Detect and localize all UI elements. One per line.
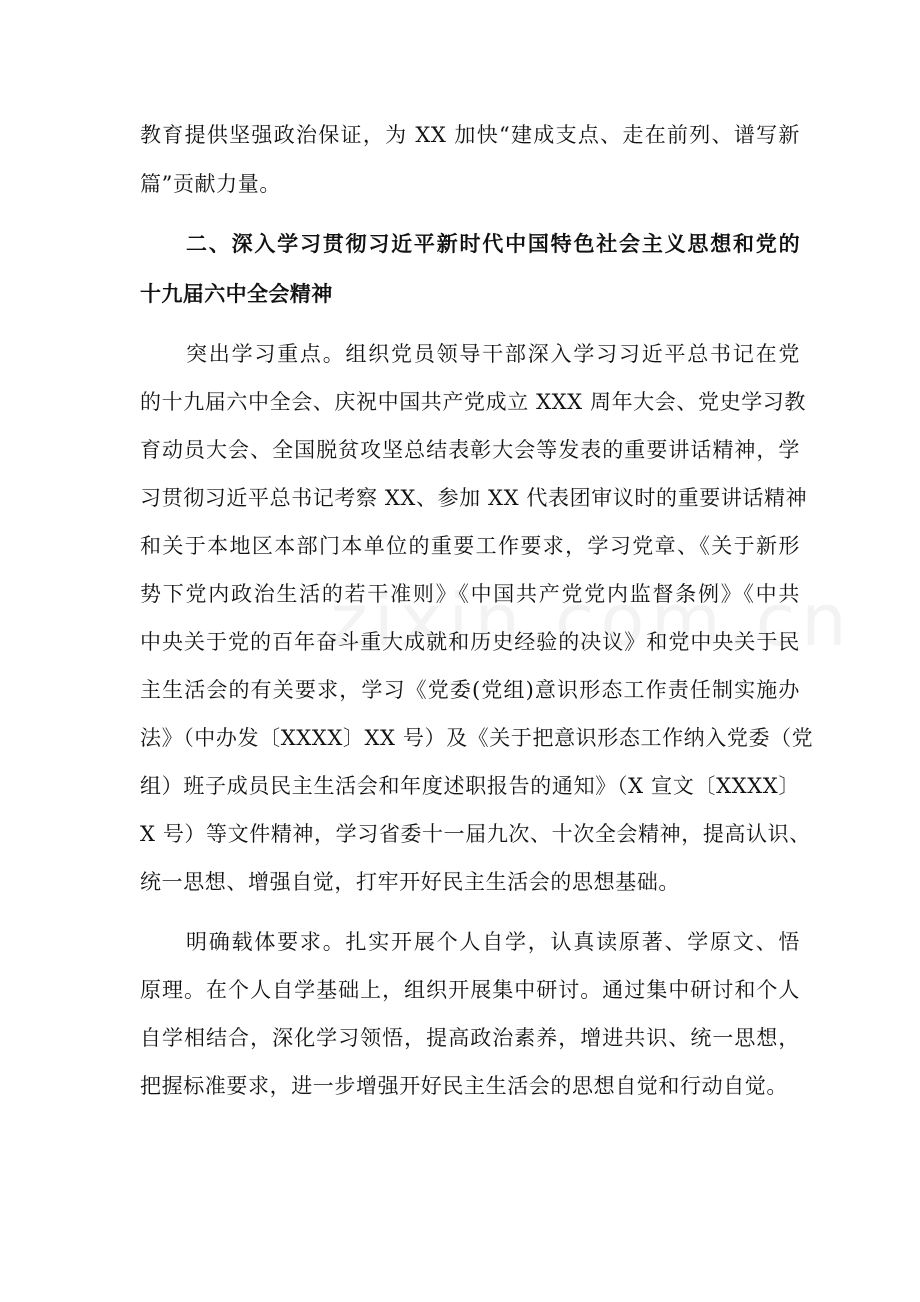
paragraph-line: 育动员大会、全国脱贫攻坚总结表彰大会等发表的重要讲话精神，学 <box>140 438 800 462</box>
paragraph-line: 势下党内政治生活的若干准则》《中国共产党党内监督条例》《中共 <box>140 582 800 606</box>
paragraph-line: 法》（中办发〔XXXX〕XX 号）及《关于把意识形态工作纳入党委（党 <box>140 726 814 750</box>
paragraph-line: 统一思想、增强自觉，打牢开好民主生活会的思想基础。 <box>140 870 680 894</box>
paragraph-line: 原理。在个人自学基础上，组织开展集中研讨。通过集中研讨和个人 <box>140 978 800 1002</box>
paragraph-line: 的十九届六中全会、庆祝中国共产党成立 XXX 周年大会、党史学习教 <box>140 390 806 414</box>
paragraph-line: 主生活会的有关要求，学习《党委(党组)意识形态工作责任制实施办 <box>140 678 800 702</box>
paragraph-line: 中央关于党的百年奋斗重大成就和历史经验的决议》和党中央关于民 <box>140 630 800 654</box>
section-heading: 十九届六中全会精神 <box>140 281 333 306</box>
paragraph-line: 组）班子成员民主生活会和年度述职报告的通知》（X 宣文〔XXXX〕 <box>140 774 800 798</box>
paragraph-line: 篇”贡献力量。 <box>140 172 281 196</box>
paragraph-line: 习贯彻习近平总书记考察 XX、参加 XX 代表团审议时的重要讲话精神 <box>140 486 808 510</box>
paragraph-line: 突出学习重点。组织党员领导干部深入学习习近平总书记在党 <box>186 342 800 366</box>
section-heading: 二、深入学习贯彻习近平新时代中国特色社会主义思想和党的 <box>186 231 800 256</box>
paragraph-line: 和关于本地区本部门本单位的重要工作要求，学习党章、《关于新形 <box>140 534 800 558</box>
paragraph-line: 教育提供坚强政治保证，为 XX 加快“建成支点、走在前列、谱写新 <box>140 123 800 147</box>
paragraph-line: 自学相结合，深化学习领悟，提高政治素养，增进共识、统一思想， <box>140 1026 800 1050</box>
paragraph-line: X 号）等文件精神，学习省委十一届九次、十次全会精神，提高认识、 <box>140 822 811 846</box>
paragraph-line: 明确载体要求。扎实开展个人自学，认真读原著、学原文、悟 <box>186 930 800 954</box>
paragraph-line: 把握标准要求，进一步增强开好民主生活会的思想自觉和行动自觉。 <box>140 1074 788 1098</box>
